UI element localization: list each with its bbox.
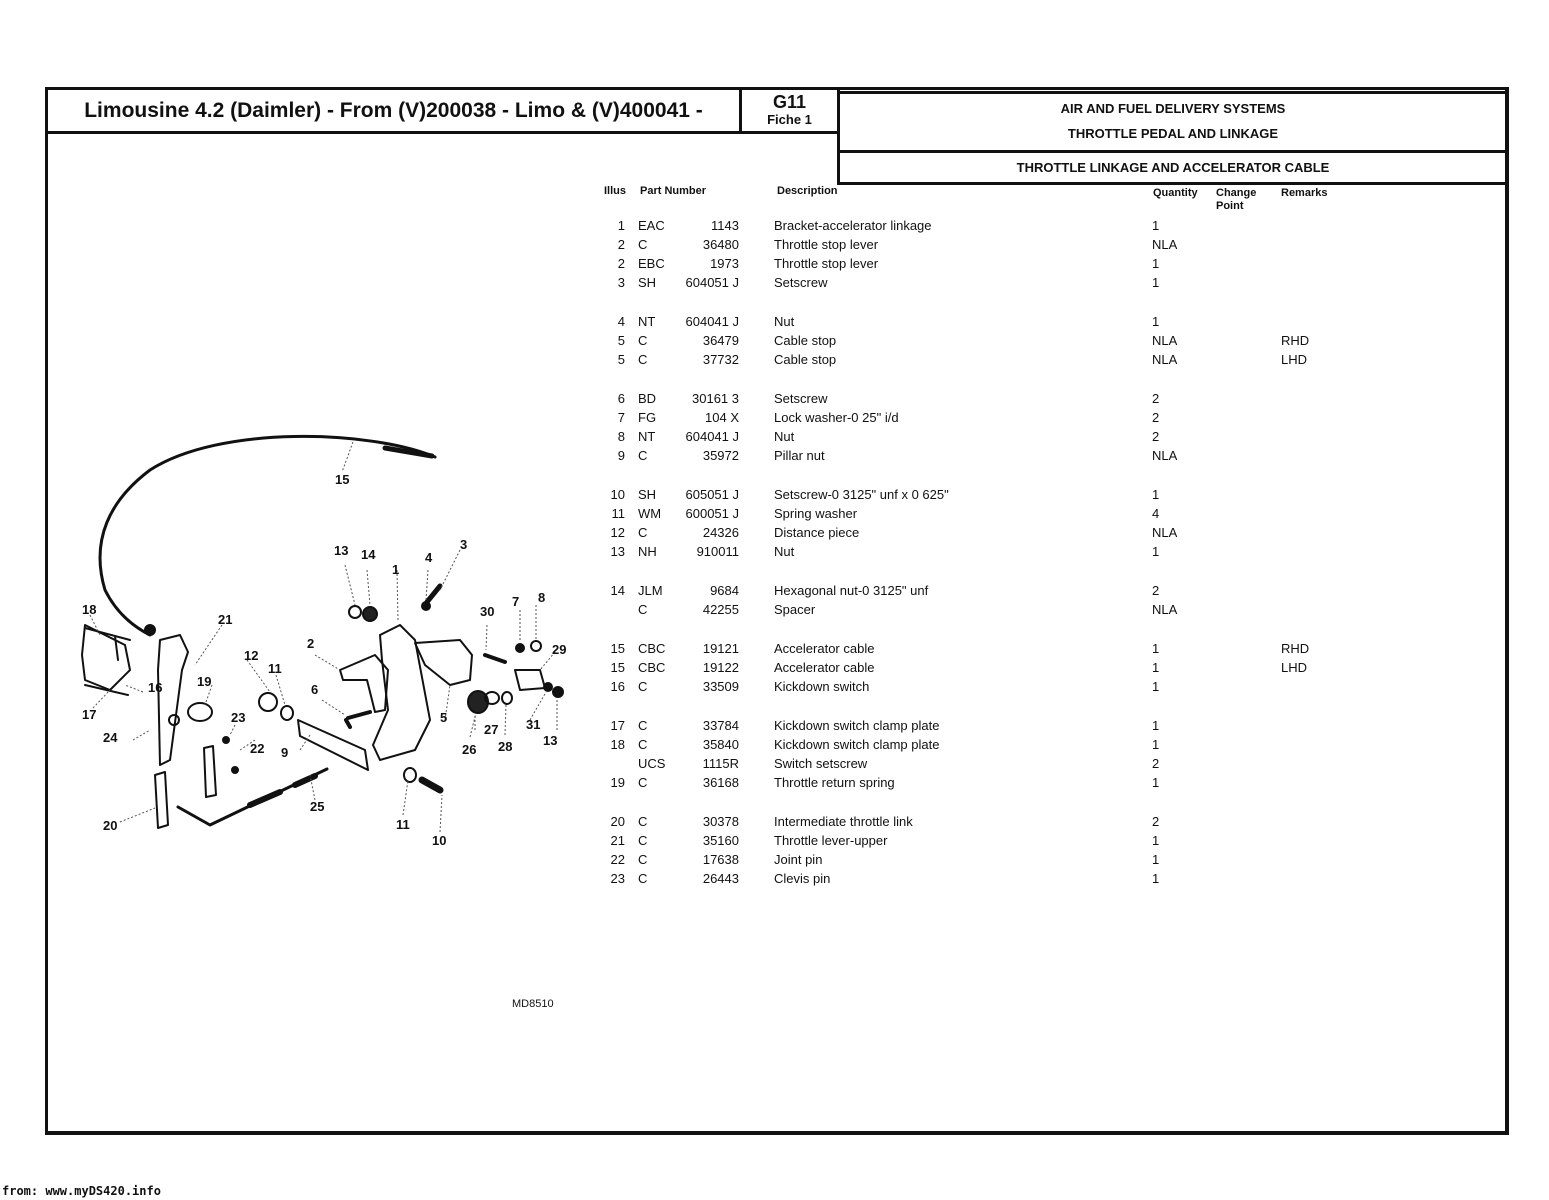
callout-label: 29 [552, 642, 567, 657]
illus-number: 13 [610, 544, 625, 559]
part-description: Nut [774, 314, 795, 329]
intermediate-link [155, 772, 168, 828]
part-number: 19122 [702, 660, 739, 675]
callout-label: 9 [281, 745, 289, 760]
part-prefix: JLM [638, 583, 663, 598]
part-prefix: C [638, 679, 648, 694]
illus-number: 17 [610, 718, 625, 733]
part-prefix: FG [638, 410, 657, 425]
part-description: Nut [774, 544, 795, 559]
callout-label: 13 [543, 733, 558, 748]
part-number: 30378 [702, 814, 739, 829]
part-prefix: C [638, 871, 648, 886]
callout-label: 24 [103, 730, 118, 745]
part-number: 604051 J [685, 275, 739, 290]
col-quantity: Quantity [1153, 187, 1198, 199]
callout-label: 28 [498, 739, 513, 754]
section-title: THROTTLE LINKAGE AND ACCELERATOR CABLE [837, 150, 1509, 185]
part-description: Throttle stop lever [774, 237, 879, 252]
part-number: 24326 [702, 525, 739, 540]
quantity: 1 [1152, 660, 1160, 675]
illus-number: 5 [617, 352, 625, 367]
illus-number: 22 [610, 852, 625, 867]
quantity: NLA [1152, 525, 1178, 540]
col-remarks: Remarks [1281, 187, 1328, 199]
quantity: 1 [1152, 544, 1160, 559]
part-description: Hexagonal nut-0 3125" unf [774, 583, 929, 598]
setscrew [346, 712, 370, 727]
system-box [837, 91, 1509, 153]
illus-number: 14 [610, 583, 625, 598]
callout-label: 16 [148, 680, 163, 695]
callout-label: 5 [440, 710, 448, 725]
quantity: 1 [1152, 641, 1160, 656]
callout-label: 18 [82, 602, 97, 617]
part-description: Lock washer-0 25" i/d [774, 410, 899, 425]
part-prefix: BD [638, 391, 657, 406]
quantity: NLA [1152, 352, 1178, 367]
part-prefix: SH [638, 275, 657, 290]
pillar-nut [298, 720, 368, 770]
illus-number: 20 [610, 814, 625, 829]
setscrew-3 [427, 586, 440, 602]
part-description: Spring washer [774, 506, 858, 521]
part-description: Spacer [774, 602, 816, 617]
subsystem-title: THROTTLE PEDAL AND LINKAGE [1067, 126, 1279, 141]
part-description: Clevis pin [774, 871, 831, 886]
part-description: Setscrew-0 3125" unf x 0 625" [774, 487, 949, 502]
callout-label: 2 [307, 636, 315, 651]
illus-number: 10 [610, 487, 625, 502]
part-prefix: WM [638, 506, 662, 521]
exploded-diagram [70, 430, 590, 850]
quantity: 2 [1152, 410, 1160, 425]
throttle-lever-upper [158, 635, 188, 765]
callout-label: 25 [310, 799, 325, 814]
illus-number: 23 [610, 871, 625, 886]
col-change-point: Change Point [1216, 187, 1257, 212]
nut-13 [349, 606, 361, 618]
quantity: 1 [1152, 487, 1160, 502]
distance-piece [259, 693, 277, 711]
source-footer: from: www.myDS420.info [2, 1184, 161, 1198]
callout-label: 11 [396, 817, 410, 832]
part-number: 42255 [702, 602, 739, 617]
part-description: Setscrew [774, 275, 828, 290]
quantity: 2 [1152, 429, 1160, 444]
part-number: 36480 [702, 237, 739, 252]
illus-number: 15 [610, 660, 625, 675]
group-code: G11 [772, 92, 807, 112]
part-number: 17638 [702, 852, 739, 867]
part-prefix: C [638, 352, 648, 367]
part-number: 600051 J [685, 506, 739, 521]
part-prefix: C [638, 737, 648, 752]
quantity: 1 [1152, 718, 1160, 733]
part-description: Throttle lever-upper [774, 833, 888, 848]
quantity: NLA [1152, 448, 1178, 463]
part-number: 30161 3 [692, 391, 739, 406]
system-title: AIR AND FUEL DELIVERY SYSTEMS [1060, 101, 1286, 116]
cable-stop [415, 640, 472, 685]
remarks: RHD [1281, 641, 1310, 656]
remarks: RHD [1281, 333, 1310, 348]
callout-label: 20 [103, 818, 118, 833]
part-number: 35840 [702, 737, 739, 752]
part-number: 37732 [702, 352, 739, 367]
col-description: Description [777, 185, 838, 197]
part-description: Setscrew [774, 391, 828, 406]
return-spring [188, 703, 212, 721]
callout-label: 13 [334, 543, 349, 558]
part-prefix: EAC [638, 218, 665, 233]
part-number: 36479 [702, 333, 739, 348]
bracket [373, 625, 430, 760]
part-prefix: NT [638, 314, 656, 329]
fiche-number: Fiche 1 [767, 112, 812, 127]
illus-number: 9 [617, 448, 625, 463]
illus-number: 4 [617, 314, 625, 329]
part-description: Accelerator cable [774, 660, 875, 675]
remarks: LHD [1281, 660, 1308, 675]
page-title: Limousine 4.2 (Daimler) - From (V)200038 - Limo & (V)400041 - [45, 87, 742, 134]
illus-number: 19 [610, 775, 625, 790]
remarks: LHD [1281, 352, 1308, 367]
illus-number: 15 [610, 641, 625, 656]
callout-label: 3 [460, 537, 468, 552]
part-description: Bracket-accelerator linkage [774, 218, 932, 233]
illus-number: 8 [617, 429, 625, 444]
part-description: Cable stop [774, 333, 837, 348]
callout-label: 27 [484, 722, 499, 737]
part-number: 604041 J [685, 429, 739, 444]
illus-number: 5 [617, 333, 625, 348]
illus-number: 2 [617, 237, 625, 252]
part-prefix: C [638, 814, 648, 829]
part-prefix: C [638, 833, 648, 848]
part-prefix: SH [638, 487, 657, 502]
quantity: NLA [1152, 237, 1178, 252]
callout-label: 10 [432, 833, 447, 848]
quantity: 1 [1152, 775, 1160, 790]
nut-14 [363, 607, 377, 621]
quantity: 4 [1152, 506, 1160, 521]
part-description: Kickdown switch [774, 679, 870, 694]
callout-label: 6 [311, 682, 319, 697]
callout-label: 11 [268, 661, 282, 676]
part-prefix: C [638, 525, 648, 540]
part-prefix: C [638, 718, 648, 733]
callout-label: 12 [244, 648, 259, 663]
part-prefix: C [638, 237, 648, 252]
part-description: Nut [774, 429, 795, 444]
part-number: 604041 J [685, 314, 739, 329]
part-number: 33784 [702, 718, 739, 733]
part-number: 35160 [702, 833, 739, 848]
quantity: 2 [1152, 756, 1160, 771]
callout-label: 30 [480, 604, 495, 619]
illus-number: 11 [611, 506, 625, 521]
part-prefix: NH [638, 544, 657, 559]
part-prefix: C [638, 602, 648, 617]
col-illus: Illus [604, 185, 627, 197]
quantity: NLA [1152, 602, 1178, 617]
quantity: 1 [1152, 871, 1160, 886]
callout-label: 4 [425, 550, 433, 565]
spring-washer [281, 706, 293, 720]
part-number: 1973 [710, 256, 739, 271]
part-number: 33509 [702, 679, 739, 694]
part-number: 1115R [702, 756, 739, 771]
callout-label: 26 [462, 742, 477, 757]
quantity: NLA [1152, 333, 1178, 348]
part-prefix: UCS [638, 756, 666, 771]
part-number: 26443 [702, 871, 739, 886]
part-number: 36168 [702, 775, 739, 790]
diagram-reference: MD8510 [512, 998, 554, 1010]
callout-label: 15 [335, 472, 350, 487]
part-number: 605051 J [685, 487, 739, 502]
part-description: Distance piece [774, 525, 860, 540]
accelerator-cable [100, 436, 435, 635]
part-number: 19121 [702, 641, 739, 656]
throttle-stop-lever [340, 655, 388, 712]
illus-number: 18 [610, 737, 625, 752]
callout-label: 14 [361, 547, 376, 562]
col-part-number: Part Number [640, 185, 707, 197]
part-number: 9684 [710, 583, 739, 598]
part-description: Intermediate throttle link [774, 814, 913, 829]
part-description: Switch setscrew [774, 756, 868, 771]
part-description: Pillar nut [774, 448, 825, 463]
illus-number: 7 [617, 410, 625, 425]
part-prefix: C [638, 852, 648, 867]
kickdown-switch [82, 625, 130, 690]
part-number: 1143 [711, 218, 739, 233]
part-description: Kickdown switch clamp plate [774, 718, 940, 733]
group-code-box [739, 87, 840, 134]
callout-label: 17 [82, 707, 97, 722]
callout-label: 31 [526, 717, 541, 732]
part-prefix: C [638, 448, 648, 463]
illus-number: 21 [610, 833, 625, 848]
part-number: 35972 [702, 448, 739, 463]
quantity: 2 [1152, 814, 1160, 829]
part-prefix: C [638, 333, 648, 348]
callout-label: 1 [392, 562, 400, 577]
quantity: 2 [1152, 583, 1160, 598]
part-number: 910011 [696, 544, 739, 559]
callout-label: 7 [512, 594, 520, 609]
part-prefix: NT [638, 429, 656, 444]
part-description: Kickdown switch clamp plate [774, 737, 940, 752]
part-description: Throttle stop lever [774, 256, 879, 271]
part-description: Accelerator cable [774, 641, 875, 656]
illus-number: 2 [617, 256, 625, 271]
part-description: Joint pin [774, 852, 823, 867]
part-description: Throttle return spring [774, 775, 895, 790]
quantity: 1 [1152, 218, 1160, 233]
quantity: 1 [1152, 737, 1160, 752]
quantity: 1 [1152, 314, 1160, 329]
illus-number: 3 [617, 275, 625, 290]
callout-label: 21 [218, 612, 233, 627]
quantity: 2 [1152, 391, 1160, 406]
illus-number: 12 [610, 525, 625, 540]
callout-label: 22 [250, 741, 265, 756]
part-prefix: C [638, 775, 648, 790]
illus-number: 1 [617, 218, 625, 233]
quantity: 1 [1152, 852, 1160, 867]
callout-label: 19 [197, 674, 212, 689]
quantity: 1 [1152, 256, 1160, 271]
part-prefix: EBC [638, 256, 665, 271]
quantity: 1 [1152, 275, 1160, 290]
callout-label: 8 [538, 590, 546, 605]
part-description: Cable stop [774, 352, 837, 367]
part-prefix: CBC [638, 641, 666, 656]
callout-label: 23 [231, 710, 246, 725]
illus-number: 16 [610, 679, 625, 694]
quantity: 1 [1152, 679, 1160, 694]
part-prefix: CBC [638, 660, 666, 675]
part-number: 104 X [705, 410, 739, 425]
illus-number: 6 [617, 391, 625, 406]
quantity: 1 [1152, 833, 1160, 848]
